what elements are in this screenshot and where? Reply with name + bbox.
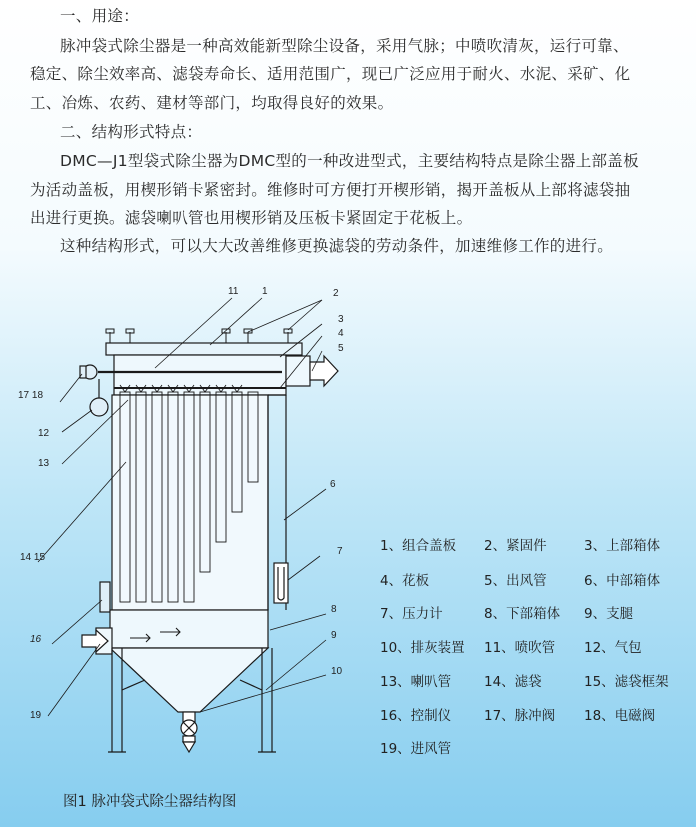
- label-1: 1: [262, 286, 268, 297]
- legend-item: 6、中部箱体: [584, 573, 661, 589]
- cover-plate: [106, 343, 302, 355]
- legend-item: 5、出风管: [484, 573, 547, 589]
- inlet-pipe: [82, 628, 112, 654]
- legend-item: 18、电磁阀: [584, 708, 656, 724]
- middle-box: [112, 395, 268, 610]
- legend-item: 15、滤袋框架: [584, 674, 669, 690]
- legend-item: 7、压力计: [380, 606, 443, 622]
- section1-heading: 一、用途：: [60, 7, 140, 25]
- label-19: 19: [30, 710, 42, 721]
- legend-item: 11、喷吹管: [484, 640, 556, 656]
- legend-item: 17、脉冲阀: [484, 708, 556, 724]
- section2-line: 这种结构形式，可以大大改善维修更换滤袋的劳动条件，加速维修工作的进行。: [60, 237, 614, 255]
- section2-heading: 二、结构形式特点：: [60, 123, 203, 141]
- label-17-18: 17 18: [18, 390, 44, 401]
- legend-item: 16、控制仪: [380, 708, 452, 724]
- legend-item: 9、支腿: [584, 606, 634, 622]
- section1-line: 脉冲袋式除尘器是一种高效能新型除尘设备，采用气脉；中喷吹清灰，运行可靠、: [60, 37, 629, 55]
- label-11: 11: [228, 286, 239, 297]
- label-7: 7: [337, 546, 343, 557]
- section2-line: DMC—J1型袋式除尘器为DMC型的一种改进型式，主要结构特点是除尘器上部盖板: [60, 152, 639, 170]
- legend-item: 14、滤袋: [484, 674, 542, 690]
- label-3: 3: [338, 314, 344, 325]
- label-4: 4: [338, 328, 344, 339]
- legend-item: 2、紧固件: [484, 538, 547, 554]
- section2-line: 出进行更换。滤袋喇叭管也用楔形销及压板卡紧固定于花板上。: [30, 209, 473, 227]
- hopper: [110, 648, 268, 712]
- legend-item: 10、排灰装置: [380, 640, 465, 656]
- figure-caption: 图1 脉冲袋式除尘器结构图: [63, 794, 237, 810]
- label-6: 6: [330, 479, 336, 490]
- section1-line: 工、冶炼、农药、建材等部门，均取得良好的效果。: [30, 94, 394, 112]
- section1-line: 稳定、除尘效率高、滤袋寿命长、适用范围广，现已广泛应用于耐火、水泥、采矿、化: [30, 65, 631, 83]
- legend-item: 1、组合盖板: [380, 538, 457, 554]
- label-16: 16: [30, 634, 42, 645]
- label-12: 12: [38, 428, 50, 439]
- label-5: 5: [338, 343, 344, 354]
- label-14-15: 14 15: [20, 552, 46, 563]
- label-9: 9: [331, 630, 337, 641]
- legend-item: 3、上部箱体: [584, 538, 661, 554]
- lower-box: [110, 610, 268, 648]
- label-2: 2: [333, 288, 339, 299]
- legend-item: 12、气包: [584, 640, 642, 656]
- label-13: 13: [38, 458, 50, 469]
- legend-item: 8、下部箱体: [484, 606, 561, 622]
- control-box: [100, 582, 110, 612]
- pressure-gauge: [274, 563, 288, 603]
- legend-item: 19、进风管: [380, 741, 452, 757]
- legend-item: 4、花板: [380, 573, 430, 589]
- discharge-device: [181, 712, 197, 752]
- label-8: 8: [331, 604, 337, 615]
- fastener-bolts: [106, 329, 292, 343]
- legend-item: 13、喇叭管: [380, 674, 452, 690]
- air-bag: [90, 398, 108, 416]
- section2-line: 为活动盖板，用楔形销卡紧密封。维修时可方便打开楔形销，揭开盖板从上部将滤袋抽: [30, 181, 631, 199]
- label-10: 10: [331, 666, 343, 677]
